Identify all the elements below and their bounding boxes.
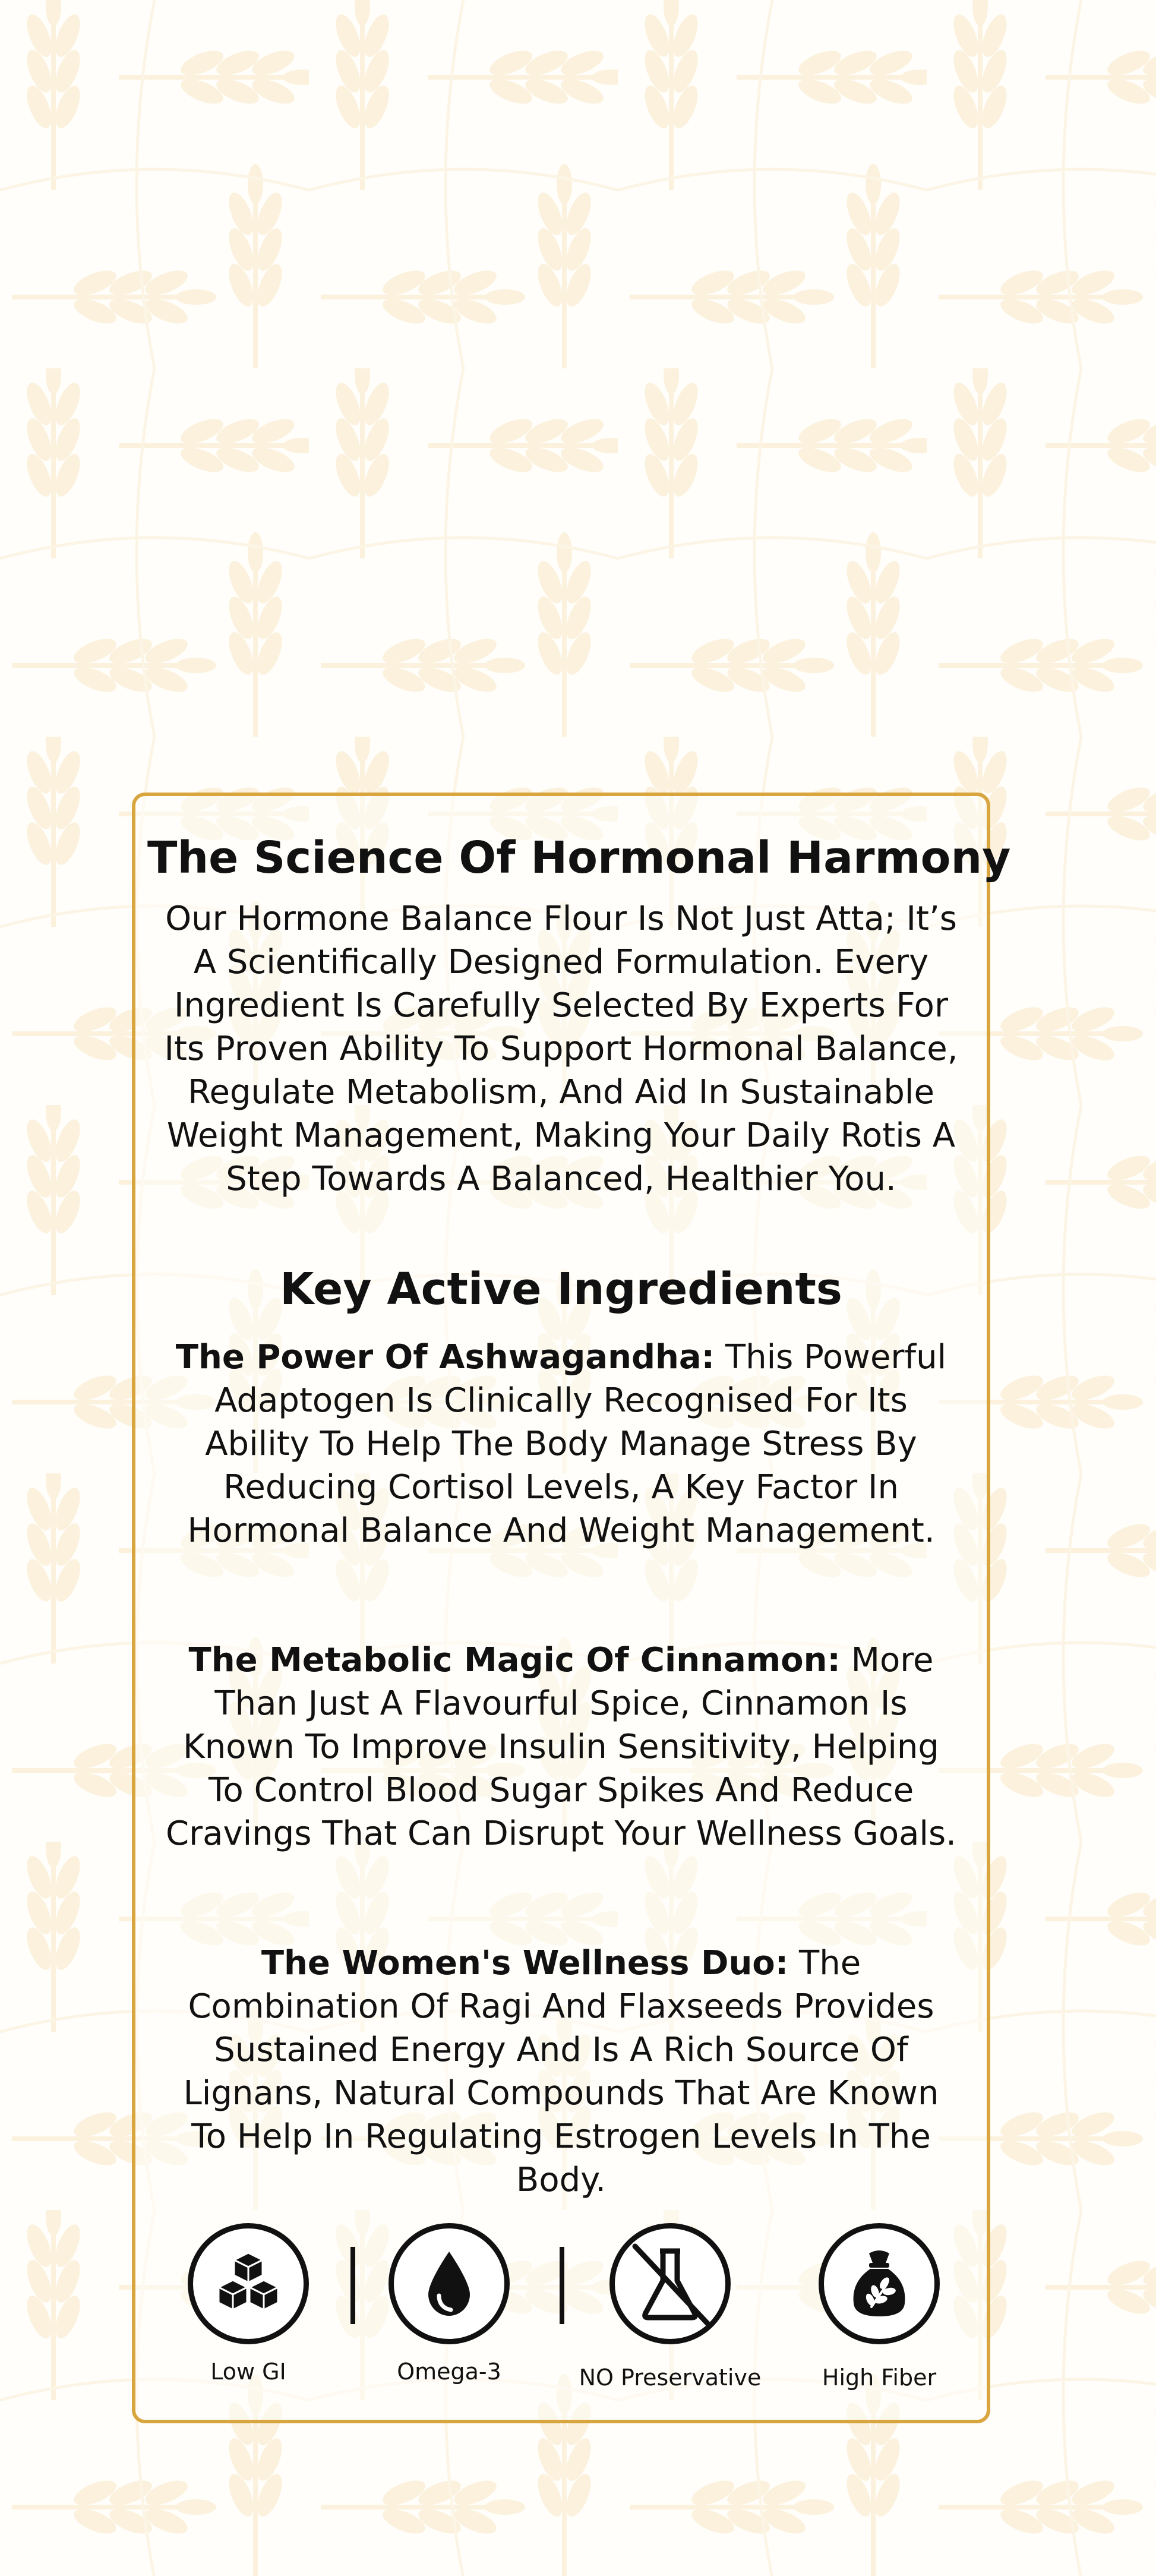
badge-label: Omega-3 bbox=[397, 2359, 501, 2385]
ingredient-title: The Metabolic Magic Of Cinnamon: bbox=[188, 1641, 841, 1680]
badge-label: NO Preservative bbox=[579, 2365, 762, 2391]
badge-label: High Fiber bbox=[822, 2365, 937, 2391]
badge-omega-3 bbox=[342, 2223, 556, 2386]
ingredient-title: The Power Of Ashwagandha: bbox=[175, 1338, 715, 1377]
hormonal-harmony-card bbox=[132, 793, 1011, 2423]
badge-high-fiber bbox=[772, 2223, 986, 2392]
ingredient-cinnamon bbox=[165, 1639, 957, 1855]
grain-sack-icon bbox=[841, 2245, 918, 2322]
section-intro: Our Hormone Balance Flour Is Not Just Atta; It’s A Scientifically Designed Formulation. Every Ingredient Is Carefully Selected By Experts For Its Proven Ability To Support Hormonal Balance, Regulate Metabolism, And Aid In Sustainable Weight Management, Making Your Daily Rotis A Step Towards A Balanced, Healthier You. bbox=[164, 899, 958, 1198]
ingredient-text: The Combination Of Ragi And Flaxseeds Provides Sustained Energy And Is A Rich Source Of Lignans, Natural Compounds That Are Known To Help In Regulating Estrogen Levels In The Body. bbox=[183, 1944, 939, 2199]
oil-drop-icon bbox=[416, 2248, 482, 2319]
ingredient-ashwagandha bbox=[165, 1336, 957, 1552]
no-chemical-flask-icon bbox=[620, 2233, 721, 2334]
badge-label: Low GI bbox=[210, 2359, 286, 2385]
ingredient-wellness-duo bbox=[165, 1942, 957, 2202]
badge-circle bbox=[819, 2223, 940, 2344]
ingredient-text: This Powerful Adaptogen Is Clinically Recognised For Its Ability To Help The Body Manage Stress By Reducing Cortisol Levels, A Key Factor In Hormonal Balance And Weight Management. bbox=[187, 1338, 947, 1550]
badge-circle bbox=[609, 2223, 731, 2344]
ingredients-heading: Key Active Ingredients bbox=[280, 1264, 842, 1315]
badge-circle bbox=[188, 2223, 309, 2344]
ingredient-text: More Than Just A Flavourful Spice, Cinnamon Is Known To Improve Insulin Sensitivity, Helping To Control Blood Sugar Spikes And Reduce Cravings That Can Disrupt Your Wellness Goals. bbox=[166, 1641, 956, 1853]
badge-no-preservative bbox=[563, 2223, 777, 2392]
feature-badges bbox=[135, 2223, 987, 2419]
badge-low-gi bbox=[141, 2223, 355, 2386]
ingredient-title: The Women's Wellness Duo: bbox=[261, 1944, 789, 1982]
section-title: The Science Of Hormonal Harmony bbox=[147, 832, 1011, 883]
cubes-icon bbox=[213, 2248, 284, 2319]
badge-circle bbox=[389, 2223, 510, 2344]
